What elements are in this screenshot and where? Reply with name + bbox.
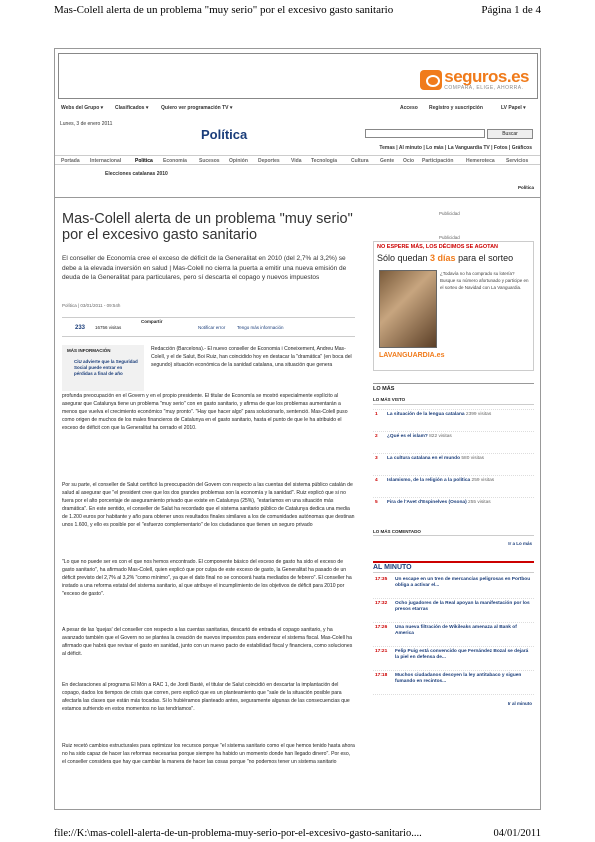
- news-time: 17:18: [375, 673, 388, 678]
- ad-banner[interactable]: [58, 53, 538, 99]
- item-views: 259 visitas: [471, 478, 495, 483]
- section-title: Política: [201, 127, 248, 142]
- nav-registro[interactable]: Registro y suscripción: [429, 105, 483, 111]
- nav-webs-grupo[interactable]: Webs del Grupo ▾: [61, 105, 104, 111]
- seguros-logo-icon: [420, 70, 442, 90]
- news-time: 17:35: [375, 577, 388, 582]
- cat-portada[interactable]: Portada: [61, 158, 80, 164]
- item-title: Islamismo, de la religión a la política: [387, 478, 471, 483]
- cat-participacion[interactable]: Participación: [422, 158, 454, 164]
- news-item[interactable]: [373, 625, 534, 647]
- promo-countdown-a: Sólo quedan: [377, 253, 431, 263]
- news-title: Muchos ciudadanos desoyen la ley antitabaco y siguen fumando en recintos...: [395, 673, 522, 684]
- item-title: La situación de la lengua catalana: [387, 412, 465, 417]
- news-item[interactable]: [373, 649, 534, 671]
- al-minuto-heading: AL MINUTO: [373, 561, 534, 573]
- nav-acceso[interactable]: Acceso: [400, 105, 418, 111]
- tab-lo-mas-comentado[interactable]: [373, 529, 534, 536]
- lottery-ticket-image: [379, 270, 437, 348]
- list-item[interactable]: [373, 475, 534, 497]
- article-meta: Política | 03/01/2011 - 09:54h: [62, 303, 121, 308]
- list-item[interactable]: [373, 431, 534, 453]
- cat-vida[interactable]: Vida: [291, 158, 302, 164]
- item-views: 822 visitas: [429, 434, 452, 439]
- news-item[interactable]: [373, 601, 534, 623]
- article-title: Mas-Colell alerta de un problema "muy serio" por el excesivo gasto sanitario: [62, 211, 353, 243]
- category-bar: [55, 155, 541, 165]
- sub-links[interactable]: Temas | Al minuto | Lo más | La Vanguardia TV | Fotos | Gráficos: [379, 145, 532, 151]
- news-title: Una nueva filtración de Wikileaks amenaza al Bank of America: [395, 625, 517, 636]
- report-error-link[interactable]: Notificar error: [198, 325, 226, 330]
- article-toolbar: [62, 317, 355, 337]
- article-paragraph: Ruiz recetó cambios estructurales para optimizar los recursos porque "el sistema sanitario como el que hemos tenido hasta ahora no ha sido capaz de hacer las reformas necesarias porque siempre ha habido un momento donde han llegado dinero". Por eso, el conseller considera que hay que cambiar la manera de hacer las cosas porque "no podemos tener un sistema sanitario: [62, 743, 355, 765]
- cat-gente[interactable]: Gente: [380, 158, 395, 164]
- news-time: 17:26: [375, 625, 388, 630]
- article-paragraph: profunda preocupación en el Govern y en el propio presidente. El titular de Economía se mostró especialmente explícito al asegurar que Catalunya tiene un problema "muy serio" con en gasto sanitario, y afirma de que los problemas aumentarán a menos que vuelva el crecimiento económico "muy pronto". "Hay que hacer algo" para solucionarlo, sentenció. Mas-Colell puso como origen de muchos de los males financieros de Catalunya en el gasto sanitario, hasta el punto de que le ha atribuido el exceso de déficit con que la Generalitat ha cerrado el 2010.: [62, 393, 348, 431]
- print-title: Mas-Colell alerta de un problema "muy serio" por el excesivo gasto sanitario: [54, 4, 394, 16]
- cat-internacional[interactable]: Internacional: [90, 158, 122, 164]
- rank: 2: [375, 434, 378, 439]
- item-views: 2399 visitas: [465, 412, 492, 417]
- lottery-promo[interactable]: [373, 241, 534, 371]
- list-item[interactable]: [373, 453, 534, 475]
- list-item[interactable]: [373, 409, 534, 431]
- top-nav: [55, 105, 541, 115]
- nav-programacion[interactable]: Quiero ver programación TV ▾: [161, 105, 233, 111]
- cat-deportes[interactable]: Deportes: [258, 158, 280, 164]
- nav-clasificados[interactable]: Clasificados ▾: [115, 105, 149, 111]
- share-button[interactable]: Compartir: [141, 319, 163, 324]
- cat-opinion[interactable]: Opinión: [229, 158, 248, 164]
- rank: 1: [375, 412, 378, 417]
- rank: 5: [375, 500, 378, 505]
- article-paragraph: A pesar de las 'quejas' del conseller con respecto a las cuentas sanitarias, descartó de entrada el copago sanitario, y ha avanzado también que el Govern no se plantea la creación de nuevos impuestos para enderezar el sistema fiscal. Mas-Colell ha afirmado que habrá que revisar el gasto en sanidad, junto con un nuevo pacto de estabilidad fiscal y financiera, como soluciones al déficit.: [62, 627, 353, 657]
- print-date: 04/01/2011: [493, 828, 541, 839]
- cat-politica[interactable]: Política: [135, 158, 153, 164]
- news-title: Un escape en un tren de mercancías peligrosas en Portbou obliga a activar el...: [395, 577, 531, 588]
- cat-ocio[interactable]: Ocio: [403, 158, 415, 164]
- promo-text: ¿Todavía no ha comprado su lotería? Busque su número afortunado y participe en el sorteo de Navidad con La Vanguardia.: [440, 271, 529, 290]
- politica-label: Política: [517, 185, 534, 190]
- ad-label: Publicidad: [439, 211, 460, 216]
- cat-sucesos[interactable]: Sucesos: [199, 158, 220, 164]
- more-info-title: MÁS INFORMACIÓN: [67, 348, 111, 353]
- logo-tagline: COMPARA, ELIGE, AHORRA.: [444, 85, 524, 91]
- news-time: 17:21: [375, 649, 388, 654]
- item-views: 255 visitas: [468, 500, 491, 505]
- item-title: Fira de l'Avet d'Espinelves (Osona): [387, 500, 467, 505]
- lavanguardia-logo: LAVANGUARDIA.es: [379, 352, 445, 359]
- article-paragraph: Redacción (Barcelona).- El nuevo conseller de Economia i Coneixement, Andreu Mas-Colell, y el de Salut, Boi Ruiz, han coincidido hoy en destacar la "dramática" (en boca del segundo) situación económica de la sanidad catalana, una situación que genera: [151, 346, 352, 368]
- rank: 4: [375, 478, 378, 483]
- news-item[interactable]: [373, 673, 534, 695]
- file-path: file://K:\mas-colell-alerta-de-un-problema-muy-serio-por-el-excesivo-gasto-sanitario....: [54, 828, 422, 839]
- news-time: 17:32: [375, 601, 388, 606]
- rank: 3: [375, 456, 378, 461]
- promo-countdown: [377, 253, 513, 263]
- ad-label: Publicidad: [439, 235, 460, 240]
- news-title: Ocho jugadores de la Real apoyan la manifestación por los presos etarras: [395, 601, 530, 612]
- news-title: Felip Puig está convencido que Fernández Bozal se dejará la piel en defensa de...: [395, 649, 529, 660]
- tab-label: LO MÁS COMENTADO: [373, 529, 421, 534]
- promo-countdown-days: 3 días: [430, 253, 456, 263]
- article-paragraph: Por su parte, el conseller de Salut certificó la preocupación del Govern con respecto a las cuentas del sistema público catalán de salud al asegurar que "el president cree que los dos grandes problemas son la economía y la sanidad". Ruiz explicó que si no fuera por el alto porcentaje de aseguramiento privado que existe en Catalunya (25%), "estaríamos en una situación más dramática". En este sentido, el conseller de Salut ha recordado que el sistema sanitario público de Catalunya dedica una media de 1.200 euros por habitante y año para obtener unos resultados finales similares a los de comunidades autónomas que destinan unos 1.600, y ello es posible por el "esfuerzo complementario" de los ciudadanos que tienen un seguro privado: [62, 482, 355, 528]
- print-header: [54, 4, 541, 16]
- seguros-logo[interactable]: [420, 68, 529, 91]
- cat-cultura[interactable]: Cultura: [351, 158, 369, 164]
- search-button[interactable]: [487, 129, 533, 139]
- elections-link[interactable]: Elecciones catalanas 2010: [105, 171, 168, 177]
- article-paragraph: En declaraciones al programa El Món a RAC 1, de Jordi Basté, el titular de Salut coincidió en descartar la implantación del copago, dados los tiempos de crisis que corren, pero explicó que es un planteamiento que "sale de la situación posible para afectarla las clases que están más tocadas. Si lo hubiéramos planteado antes, seguramente algunas de las consecuencias que estamos sufriendo en estos momentos no las tendríamos".: [62, 682, 350, 712]
- item-title: ¿Qué es el islam?: [387, 434, 428, 439]
- list-item[interactable]: [373, 497, 534, 519]
- promo-countdown-b: para el sorteo: [455, 253, 514, 263]
- item-views: 580 visitas: [461, 456, 485, 461]
- web-page-frame: [54, 48, 541, 810]
- divider: [55, 197, 541, 198]
- share-count: 233: [75, 325, 86, 331]
- article-lead: El conseller de Economía cree el exceso de déficit de la Generalitat en 2010 (del 2,7% al 3,2%) se debe a la elevada inversión en salud | Mas-Colell no cierra la puerta a emitir una nueva emisión de deuda de la Generalitat para particulares, pero sí descarta el copago y nuevos impuestos: [62, 255, 347, 281]
- item-title: La cultura catalana en el mundo: [387, 456, 461, 461]
- tab-lo-mas-visto[interactable]: [373, 397, 534, 405]
- search-input[interactable]: [365, 129, 485, 138]
- news-item[interactable]: [373, 577, 534, 599]
- more-info-link[interactable]: Tengo más información: [237, 325, 284, 330]
- nav-lv-papel[interactable]: LV Papel ▾: [501, 105, 526, 111]
- cat-tecnologia[interactable]: Tecnología: [311, 158, 338, 164]
- view-count: 16756 visitas: [95, 325, 122, 330]
- lo-mas-heading: LO MÁS: [373, 383, 534, 392]
- cat-hemeroteca[interactable]: Hemeroteca: [466, 158, 495, 164]
- page-number: Página 1 de 4: [481, 4, 541, 16]
- logo-text: seguros.es: [444, 67, 529, 86]
- article-paragraph: "Lo que no puede ser es con el que nos hemos encontrado. El componente básico del exceso de gasto ha sido el exceso de gasto sanitario", ha afirmado Mas-Colell, quien explicó que por culpa de este exceso de gasto, la Generalitat ha pasado de un déficit previsto del 2,7% al 3,2% "como mínimo", ya que el dato final no se conocerá hasta mediados de febrero". El conseller ha instado a una reforma estatal del sistema sanitario, al que atribuye el incumplimiento de los objetivos de déficit para 2010 por "exceso de gasto".: [62, 559, 352, 597]
- cat-servicios[interactable]: Servicios: [506, 158, 529, 164]
- print-footer: [54, 828, 541, 839]
- more-info-box: [62, 345, 144, 391]
- tab-label: LO MÁS VISTO: [373, 397, 406, 402]
- promo-headline: NO ESPERE MÁS, LOS DÉCIMOS SE AGOTAN: [377, 244, 499, 250]
- ir-al-minuto-link[interactable]: Ir al minuto: [507, 701, 532, 706]
- ir-a-lo-mas-link[interactable]: Ir a Lo más: [508, 541, 532, 546]
- cat-economia[interactable]: Economía: [163, 158, 187, 164]
- related-link[interactable]: CiU advierte que la Seguridad Social puede entrar en pérdidas a final de año: [74, 359, 138, 376]
- current-date: Lunes, 3 de enero 2011: [60, 121, 113, 127]
- search-button-label: Buscar: [502, 131, 518, 137]
